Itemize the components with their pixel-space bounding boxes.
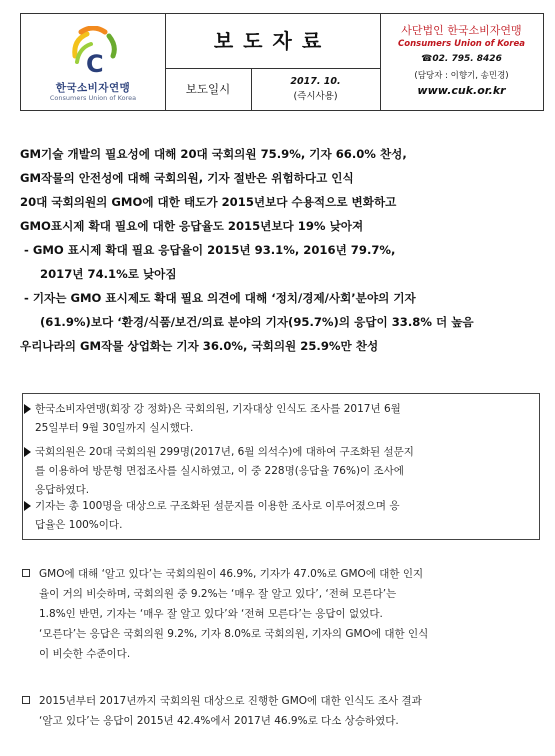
release-date-value: 2017. 10. <box>290 76 341 87</box>
release-date <box>251 74 380 104</box>
summary-line: 응답하였다. <box>35 484 90 496</box>
paragraph-line: 1.8%인 반면, 기자는 ‘매우 잘 알고 있다’와 ‘전혀 모른다’는 응답이 없었다. <box>39 608 383 620</box>
summary-item <box>35 443 531 500</box>
org-english-name: Consumers Union of Korea <box>398 39 525 49</box>
org-name-korean: 한국소비자연맹 <box>55 82 131 94</box>
paragraph-line: 율이 거의 비슷하며, 국회의원 중 9.2%는 ‘매우 잘 알고 있다’, ‘전혀 모른다’는 <box>39 588 397 600</box>
sub-point-continued: 2017년 74.1%로 낮아짐 <box>40 267 177 281</box>
headline: 우리나라의 GM작물 상업화는 기자 36.0%, 국회의원 25.9%만 찬성 <box>20 339 379 353</box>
release-date-note: (즉시사용) <box>293 91 338 102</box>
summary-line: 한국소비자연맹(회장 강 정화)은 국회의원, 기자대상 인식도 조사를 2017년 6월 <box>35 403 401 415</box>
contact-persons: (담당자 : 이향기, 송민경) <box>414 71 509 81</box>
paragraph-line: 이 비슷한 수준이다. <box>39 648 131 660</box>
body-paragraph <box>22 564 540 664</box>
cuk-logo-icon <box>69 26 117 78</box>
summary-line: 기자는 총 100명을 대상으로 구조화된 설문지를 이용한 조사로 이루어졌으며 응 <box>35 500 400 512</box>
document-title: 보도자료 <box>213 29 332 53</box>
sub-point: - GMO 표시제 확대 필요 응답율이 2015년 93.1%, 2016년 79.7%, <box>24 243 396 257</box>
phone-number: ☎02. 795. 8426 <box>421 54 502 64</box>
sub-point: - 기자는 GMO 표시제도 확대 필요 의견에 대해 ‘정치/경제/사회’분야의 기자 <box>24 291 416 305</box>
headline: GM기술 개발의 필요성에 대해 20대 국회의원 75.9%, 기자 66.0% 찬성, <box>20 147 407 161</box>
triangle-bullet-icon <box>24 404 31 414</box>
paragraph-line: 2015년부터 2017년까지 국회의원 대상으로 진행한 GMO에 대한 인식도 조사 결과 <box>39 695 422 707</box>
org-full-name: 사단법인 한국소비자연맹 <box>401 24 522 37</box>
body-paragraph <box>22 691 540 731</box>
summary-line: 답율은 100%이다. <box>35 519 123 531</box>
summary-item <box>35 400 531 438</box>
summary-line: 를 이용하여 방문형 면접조사를 실시하였고, 이 중 228명(응답율 76%)이 조사에 <box>35 465 404 477</box>
summary-line: 25일부터 9월 30일까지 실시했다. <box>35 422 194 434</box>
headline: 20대 국회의원의 GMO에 대한 태도가 2015년보다 수용적으로 변화하고 <box>20 195 397 209</box>
paragraph-line: ‘모른다’는 응답은 국회의원 9.2%, 기자 8.0%로 국회의원, 기자의 GMO에 대한 인식 <box>39 628 429 640</box>
paragraph-line: GMO에 대해 ‘알고 있다’는 국회의원이 46.9%, 기자가 47.0%로 GMO에 대한 인지 <box>39 568 424 580</box>
contact-info <box>380 14 543 110</box>
headline-block <box>20 142 540 358</box>
square-bullet-icon <box>22 569 30 577</box>
press-release-header <box>20 13 544 111</box>
release-date-label: 보도일시 <box>185 82 231 96</box>
sub-point-continued: (61.9%)보다 ‘환경/식품/보건/의료 분야의 기자(95.7%)의 응답이 33.8% 더 높음 <box>40 315 474 329</box>
website-link[interactable]: www.cuk.or.kr <box>417 84 506 97</box>
headline: GMO표시제 확대 필요에 대한 응답율도 2015년보다 19% 낮아져 <box>20 219 364 233</box>
triangle-bullet-icon <box>24 501 31 511</box>
square-bullet-icon <box>22 696 30 704</box>
triangle-bullet-icon <box>24 447 31 457</box>
summary-item <box>35 497 531 535</box>
headline: GM작물의 안전성에 대해 국회의원, 기자 절반은 위험하다고 인식 <box>20 171 354 185</box>
svg-text:C: C <box>86 50 104 78</box>
org-name-english: Consumers Union of Korea <box>49 94 137 102</box>
summary-line: 국회의원은 20대 국회의원 299명(2017년, 6월 의석수)에 대하여 구조화된 설문지 <box>35 446 414 458</box>
survey-summary-box <box>22 393 540 540</box>
paragraph-line: ‘알고 있다’는 응답이 2015년 42.4%에서 2017년 46.9%로 다소 상승하였다. <box>39 715 399 727</box>
organization-logo <box>21 14 165 110</box>
